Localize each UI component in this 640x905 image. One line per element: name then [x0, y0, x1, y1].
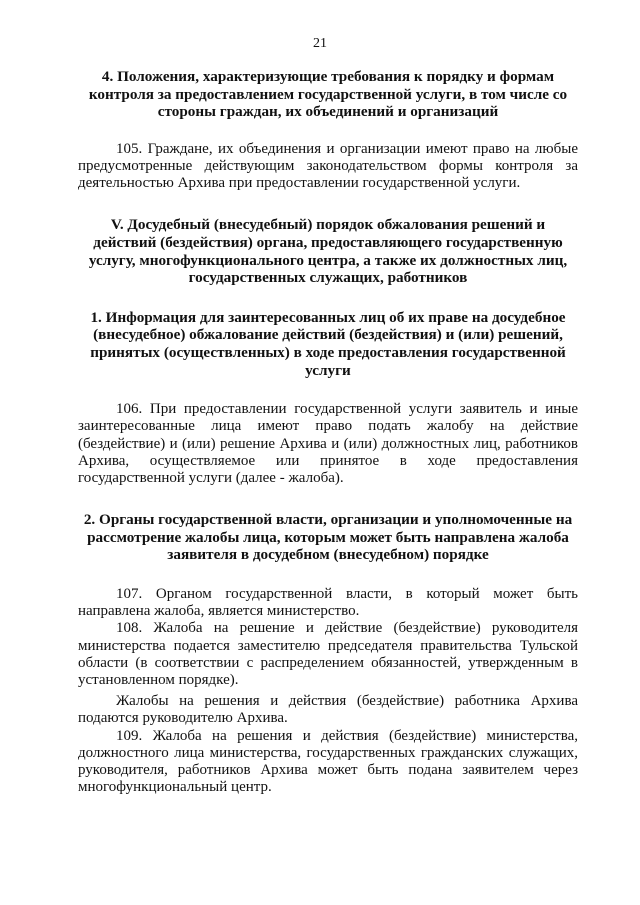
paragraph-106: 106. При предоставлении государственной услуги заявитель и иные заинтересованные лица имеют право подать жалобу на действие (бездействие) и (или) решение Архива и (или) должностных лиц, работников Архива, осуществляемое или принятое в ходе предоставления государственной услуги (далее - жалоба).: [78, 401, 578, 486]
paragraph-107: 107. Органом государственной власти, в который может быть направлена жалоба, является министерство.: [78, 585, 578, 620]
section-4-heading: 4. Положения, характеризующие требования к порядку и формам контроля за предоставлением государственной услуги, в том числе со стороны граждан, их объединений и организаций: [88, 68, 568, 121]
subsection-1-heading: 1. Информация для заинтересованных лиц об их праве на досудебное (внесудебное) обжалование действий (бездействия) и (или) решений, принятых (осуществленных) в ходе предоставления государственной услуги: [90, 308, 566, 379]
document-body: [78, 68, 578, 796]
section-v-heading: V. Досудебный (внесудебный) порядок обжалования решений и действий (бездействия) органа, предоставляющего государственную услугу, многофункционального центра, а также их должностных лиц, государственных служащих, работников: [88, 216, 568, 287]
paragraph-105: 105. Граждане, их объединения и организации имеют право на любые предусмотренные действующим законодательством формы контроля за деятельностью Архива при предоставлении государственной услуги.: [78, 140, 578, 192]
paragraph-109: 109. Жалоба на решения и действия (бездействие) министерства, должностного лица министерства, государственных гражданских служащих, руководителя, работников Архива может быть подана заявителем через многофункциональный центр.: [78, 727, 578, 796]
subsection-2-heading: 2. Органы государственной власти, организации и уполномоченные на рассмотрение жалобы лица, которым может быть направлена жалоба заявителя в досудебном (внесудебном) порядке: [83, 511, 573, 564]
paragraph-108: 108. Жалоба на решение и действие (бездействие) руководителя министерства подается заместителю председателя правительства Тульской области (в соответствии с распределением обязанностей, утвержденным в установленном порядке).: [78, 620, 578, 688]
paragraph-108-continuation: Жалобы на решения и действия (бездействие) работника Архива подаются руководителю Архива.: [78, 693, 578, 727]
page-number: 21: [313, 36, 327, 51]
